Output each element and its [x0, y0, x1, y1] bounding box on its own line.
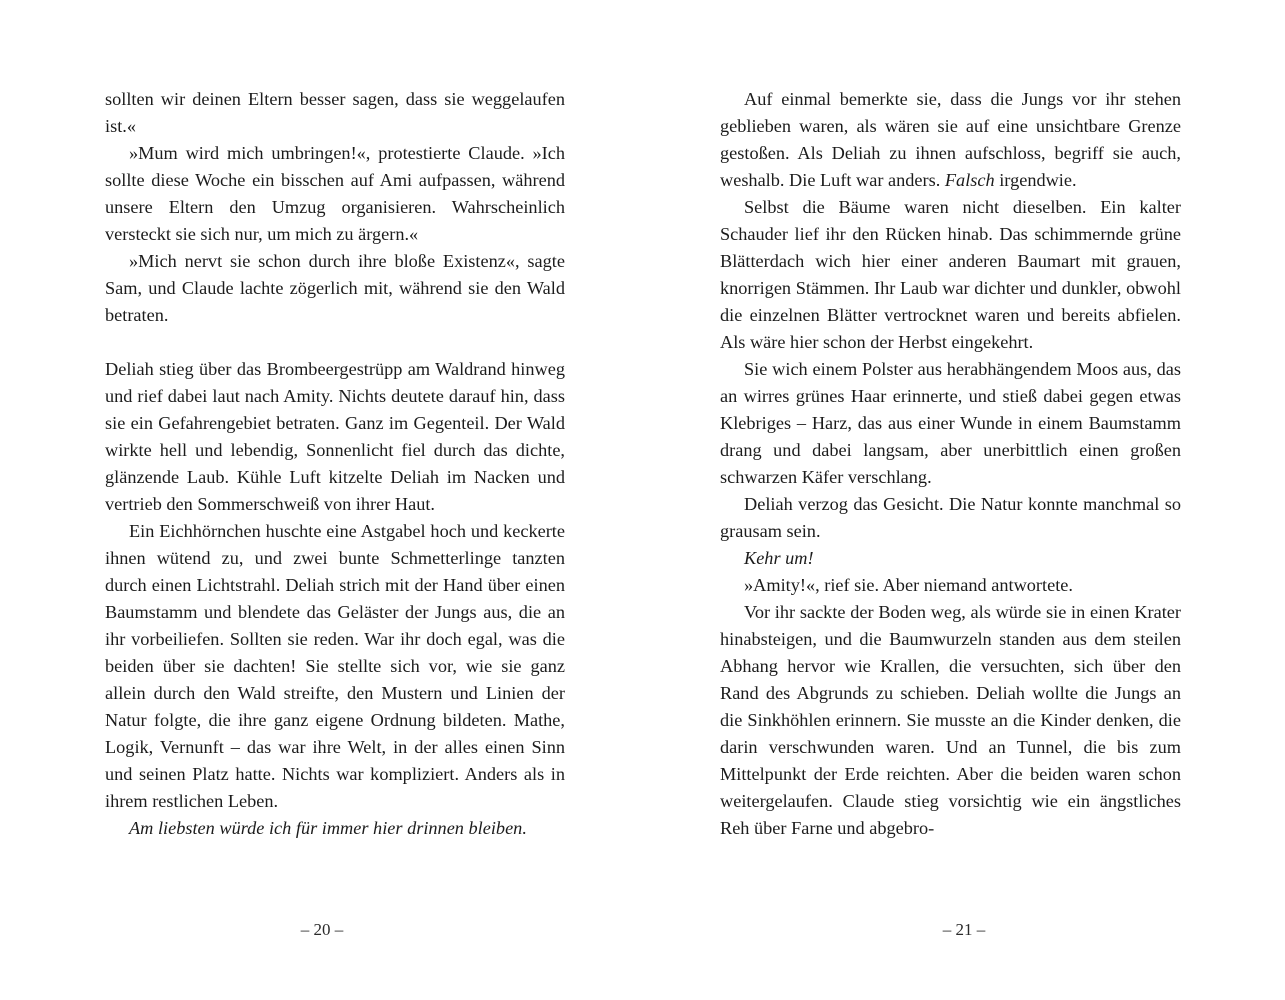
paragraph: Deliah verzog das Gesicht. Die Natur konnte manchmal so grausam sein.: [720, 494, 1181, 541]
italic-thought: Am liebsten würde ich für immer hier drinnen bleiben.: [129, 818, 527, 838]
paragraph: [720, 86, 1181, 194]
page-number: – 20 –: [300, 920, 344, 939]
paragraph: »Mich nervt sie schon durch ihre bloße Existenz«, sagte Sam, und Claude lachte zögerlich mit, während sie den Wald betraten.: [105, 251, 565, 325]
right-page: [642, 0, 1285, 1000]
paragraph: Deliah stieg über das Brombeergestrüpp am Waldrand hinweg und rief dabei laut nach Amity. Nichts deutete darauf hin, dass sie ein Gefahrengebiet betraten. Ganz im Gegenteil. Der Wald wirkte hell und lebendig, Sonnenlicht fiel durch das dichte, glänzende Laub. Kühle Luft kitzelte Deliah im Nacken und vertrieb den Sommerschweiß von ihrer Haut.: [105, 359, 565, 514]
paragraph: Selbst die Bäume waren nicht dieselben. Ein kalter Schauder lief ihr den Rücken hinab. Das schimmernde grüne Blätterdach wich hier einer anderen Baumart mit grauen, knorrigen Stämmen. Ihr Laub war dichter und dunkler, obwohl die einzelnen Blätter vertrocknet waren und bereits abfielen. Als wäre hier schon der Herbst eingekehrt.: [720, 197, 1181, 352]
paragraph-text: Auf einmal bemerkte sie, dass die Jungs vor ihr stehen geblieben waren, als wären sie auf eine unsichtbare Grenze gestoßen. Als Deliah zu ihnen aufschloss, begriff sie auch, weshalb. Die Luft war anders.: [720, 89, 1181, 190]
page-number: – 21 –: [942, 920, 986, 939]
left-page: [0, 0, 642, 1000]
left-page-text: [105, 86, 565, 842]
paragraph: Vor ihr sackte der Boden weg, als würde sie in einen Krater hinabsteigen, und die Baumwurzeln standen aus dem steilen Abhang hervor wie Krallen, die versuchten, sich über den Rand des Abgrunds zu schieben. Deliah wollte die Jungs an die Sinkhöhlen erinnern. Sie musste an die Kinder denken, die darin verschwunden waren. Und an Tunnel, die bis zum Mittelpunkt der Erde reichten. Aber die beiden waren schon weitergelaufen. Claude stieg vorsichtig wie ein ängstliches Reh über Farne und abgebro-: [720, 602, 1181, 838]
emphasized-word: Falsch: [944, 170, 995, 190]
paragraph: Ein Eichhörnchen huschte eine Astgabel hoch und keckerte ihnen wütend zu, und zwei bunte Schmetterlinge tanzten durch einen Lichtstrahl. Deliah strich mit der Hand über einen Baumstamm und blendete das Geläster der Jungs aus, die an ihr vorbeiliefen. Sollten sie reden. War ihr doch egal, was die beiden über sie dachten! Sie stellte sich vor, wie sie ganz allein durch den Wald streifte, den Mustern und Linien der Natur folgte, die ihre ganz eigene Ordnung bildeten. Mathe, Logik, Vernunft – das war ihre Welt, in der alles einen Sinn und seinen Platz hatte. Nichts war kompliziert. Anders als in ihrem restlichen Leben.: [105, 521, 565, 811]
paragraph: »Amity!«, rief sie. Aber niemand antwortete.: [744, 575, 1073, 595]
paragraph: »Mum wird mich umbringen!«, protestierte Claude. »Ich sollte diese Woche ein bisschen auf Ami aufpassen, während unsere Eltern den Umzug organisieren. Wahrscheinlich versteckt sie sich nur, um mich zu ärgern.«: [105, 143, 565, 244]
right-page-text: [720, 86, 1181, 842]
paragraph-text: irgendwie.: [994, 170, 1077, 190]
paragraph: sollten wir deinen Eltern besser sagen, dass sie weggelaufen ist.«: [105, 89, 565, 136]
italic-thought: Kehr um!: [744, 548, 814, 568]
paragraph: Sie wich einem Polster aus herabhängendem Moos aus, das an wirres grünes Haar erinnerte, und stieß dabei gegen etwas Klebriges – Harz, das aus einer Wunde in einem Baumstamm drang und dabei langsam, aber unerbittlich einen großen schwarzen Käfer verschlang.: [720, 359, 1181, 487]
